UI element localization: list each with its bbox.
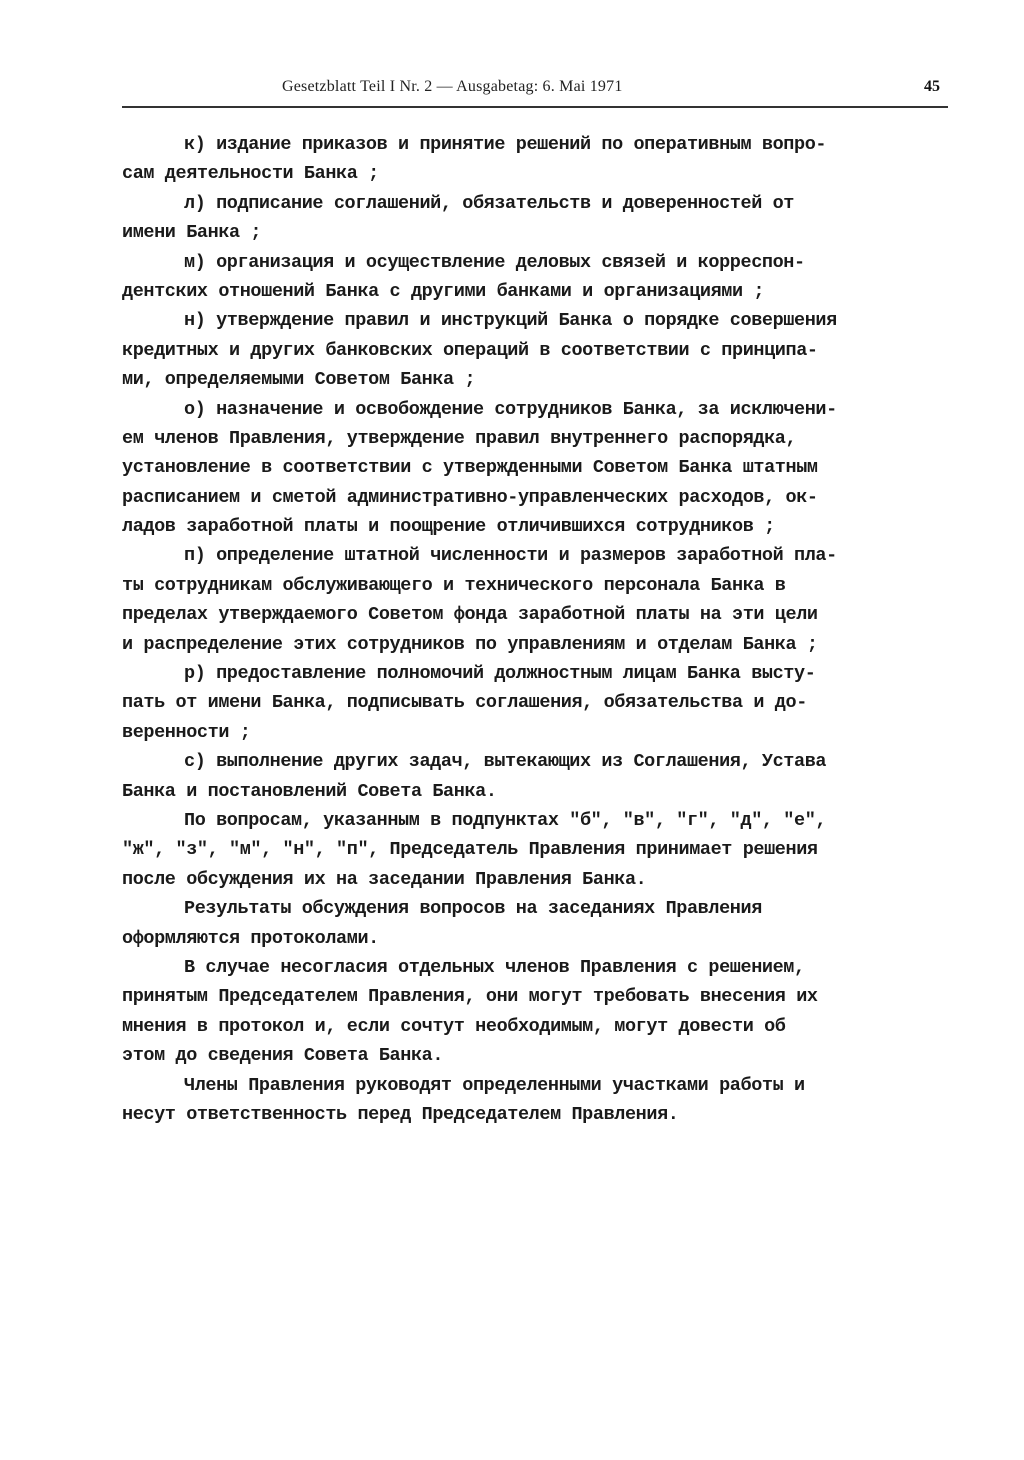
text-line: Члены Правления руководят определенными участками работы и xyxy=(184,1074,805,1096)
text-line: расписанием и сметой административно-управленческих расходов, ок- xyxy=(122,486,818,508)
text-line: л) подписание соглашений, обязательств и доверенностей от xyxy=(184,192,795,214)
text-line: пать от имени Банка, подписывать соглашения, обязательства и до- xyxy=(122,692,807,714)
text-line: пределах утверждаемого Советом фонда заработной платы на эти цели xyxy=(122,604,818,626)
text-line: "ж", "з", "м", "н", "п", Председатель Правления принимает решения xyxy=(122,839,818,861)
text-line: к) издание приказов и принятие решений по оперативным вопро- xyxy=(184,134,827,155)
text-line: имени Банка ; xyxy=(122,222,262,244)
document-body xyxy=(122,130,902,1129)
text-line: принятым Председателем Правления, они могут требовать внесения их xyxy=(122,986,818,1008)
text-line: Банка и постановлений Совета Банка. xyxy=(122,780,497,802)
text-line: несут ответственность перед Председателем Правления. xyxy=(122,1103,679,1125)
text-line: м) организация и осуществление деловых связей и корреспон- xyxy=(184,251,805,273)
text-line: после обсуждения их на заседании Правления Банка. xyxy=(122,868,647,890)
header-divider xyxy=(122,106,948,108)
text-line: о) назначение и освобождение сотрудников Банка, за исключени- xyxy=(184,398,837,420)
text-line: оформляются протоколами. xyxy=(122,927,379,949)
text-line: мнения в протокол и, если сочтут необходимым, могут довести об xyxy=(122,1015,786,1037)
text-line: р) предоставление полномочий должностным лицам Банка высту- xyxy=(184,663,816,685)
text-line: установление в соответствии с утвержденными Советом Банка штатным xyxy=(122,457,818,479)
page-header xyxy=(122,78,944,104)
text-line: Результаты обсуждения вопросов на заседаниях Правления xyxy=(184,898,762,920)
text-line: и распределение этих сотрудников по управлениям и отделам Банка ; xyxy=(122,633,818,655)
page-number: 45 xyxy=(924,78,940,95)
text-line: ми, определяемыми Советом Банка ; xyxy=(122,369,476,391)
text-line: В случае несогласия отдельных членов Правления с решением, xyxy=(184,956,805,978)
text-line: п) определение штатной численности и размеров заработной пла- xyxy=(184,545,837,567)
text-line: ты сотрудникам обслуживающего и технического персонала Банка в xyxy=(122,574,786,596)
text-line: По вопросам, указанным в подпунктах "б", "в", "г", "д", "е", xyxy=(184,809,827,831)
text-line: дентских отношений Банка с другими банками и организациями ; xyxy=(122,280,765,302)
text-line: веренности ; xyxy=(122,721,251,743)
text-line: этом до сведения Совета Банка. xyxy=(122,1045,444,1067)
text-line: с) выполнение других задач, вытекающих из Соглашения, Устава xyxy=(184,751,827,773)
text-line: ем членов Правления, утверждение правил внутреннего распорядка, xyxy=(122,427,797,449)
text-line: ладов заработной платы и поощрение отличившихся сотрудников ; xyxy=(122,516,775,538)
text-line: сам деятельности Банка ; xyxy=(122,163,379,185)
gazette-title: Gesetzblatt Teil I Nr. 2 — Ausgabetag: 6. Mai 1971 xyxy=(282,78,623,95)
text-line: н) утверждение правил и инструкций Банка о порядке совершения xyxy=(184,310,837,332)
text-line: кредитных и других банковских операций в соответствии с принципа- xyxy=(122,339,818,361)
